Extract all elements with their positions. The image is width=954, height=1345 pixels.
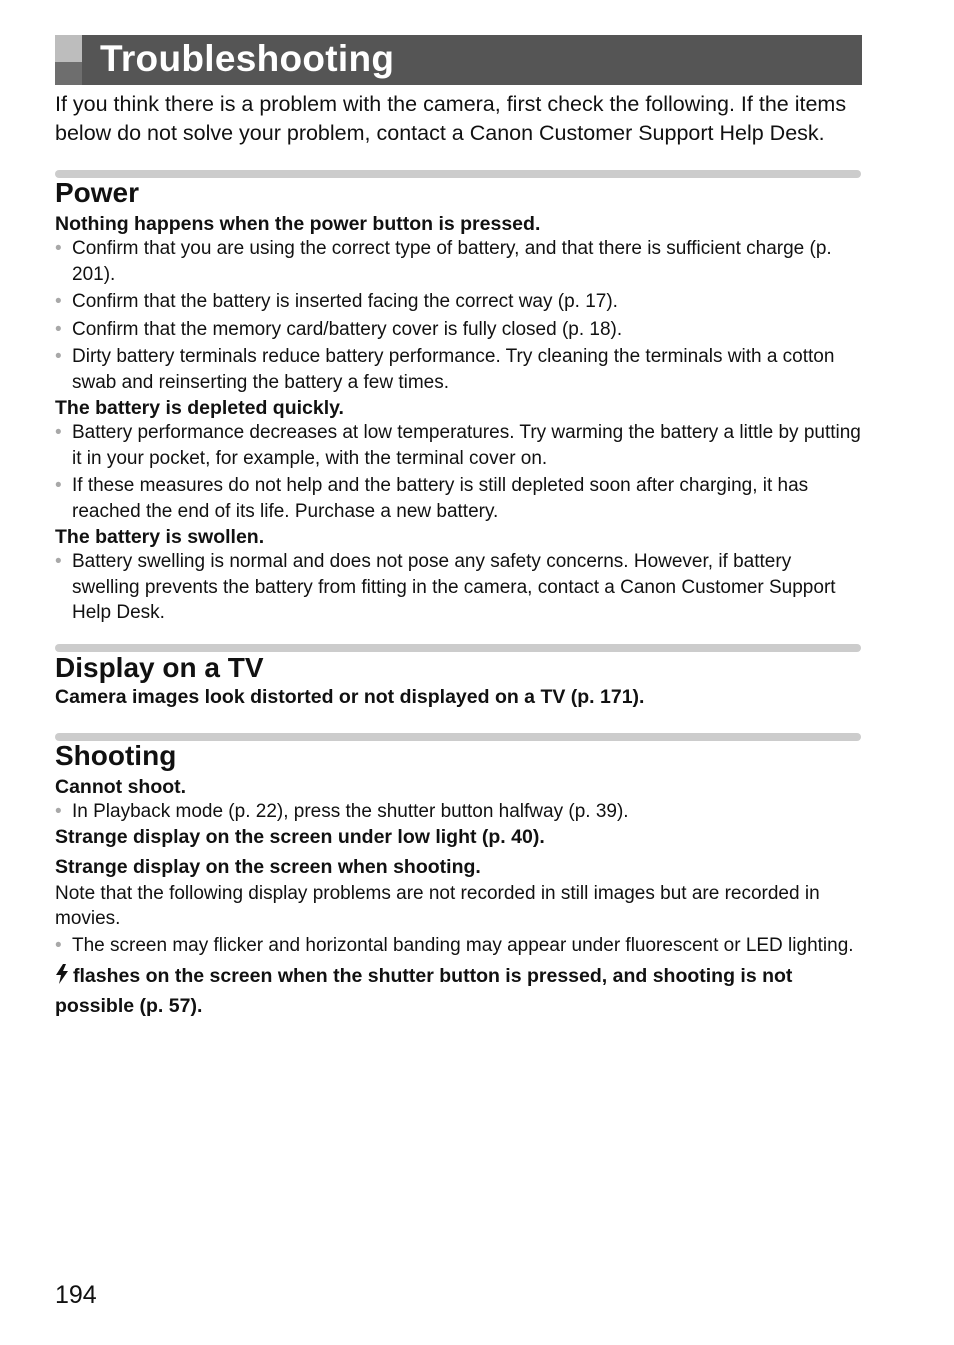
question-cannot-shoot: Cannot shoot. <box>55 775 187 798</box>
list-item: • Confirm that you are using the correct type of battery, and that there is sufficient charge (p. 201). <box>55 238 832 285</box>
list-cannot-shoot <box>55 799 861 825</box>
section-divider <box>55 644 861 652</box>
intro-paragraph: If you think there is a problem with the camera, first check the following. If the items below do not solve your problem, contact a Canon Customer Support Help Desk. <box>55 92 847 145</box>
question-flash-shown: flashes on the screen when the shutter button is pressed, and shooting is not possible (p. 57). <box>55 964 793 1017</box>
question-low-light: Strange display on the screen under low light (p. 40). <box>55 826 545 848</box>
question-tv-distorted: Camera images look distorted or not displayed on a TV (p. 171). <box>55 685 645 708</box>
list-item: • In Playback mode (p. 22), press the shutter button halfway (p. 39). <box>55 800 629 822</box>
list-battery-depleted <box>55 420 861 524</box>
list-battery-swollen <box>55 549 861 626</box>
list-item: • Confirm that the memory card/battery cover is fully closed (p. 18). <box>55 318 623 340</box>
title-bar-accent-shade <box>55 62 82 85</box>
list-item: • Confirm that the battery is inserted facing the correct way (p. 17). <box>55 291 618 312</box>
list-item: • The screen may flicker and horizontal banding may appear under fluorescent or LED lighting. <box>55 935 854 956</box>
list-item: • Dirty battery terminals reduce battery performance. Try cleaning the terminals with a cotton swab and reinserting the battery a few times. <box>55 346 835 393</box>
title-bar-accent <box>55 35 82 62</box>
question-power-button: Nothing happens when the power button is pressed. <box>55 213 541 235</box>
note-strange-display: Note that the following display problems are not recorded in still images but are recorded in movies. <box>55 883 820 929</box>
list-item: • Battery performance decreases at low temperatures. Try warming the battery a little by putting it in your pocket, for example, with the terminal cover on. <box>55 422 861 469</box>
section-heading-power: Power <box>55 177 140 208</box>
page-content <box>55 88 861 1020</box>
question-battery-depleted: The battery is depleted quickly. <box>55 397 344 419</box>
list-item: • If these measures do not help and the battery is still depleted soon after charging, it has reached the end of its life. Purchase a new battery. <box>55 475 809 522</box>
section-heading-shooting: Shooting <box>55 739 177 771</box>
section-heading-tv: Display on a TV <box>55 651 264 683</box>
list-item: • Battery swelling is normal and does not pose any safety concerns. However, if battery swelling prevents the battery from fitting in the camera, contact a Canon Customer Support Help Desk. <box>55 551 836 623</box>
list-power-button <box>55 236 861 395</box>
flash-icon <box>55 964 69 992</box>
page-title: Troubleshooting <box>100 38 395 79</box>
list-strange-display <box>55 933 861 959</box>
question-battery-swollen: The battery is swollen. <box>55 526 265 548</box>
page-number: 194 <box>55 1281 97 1309</box>
question-strange-display: Strange display on the screen when shooting. <box>55 856 481 878</box>
